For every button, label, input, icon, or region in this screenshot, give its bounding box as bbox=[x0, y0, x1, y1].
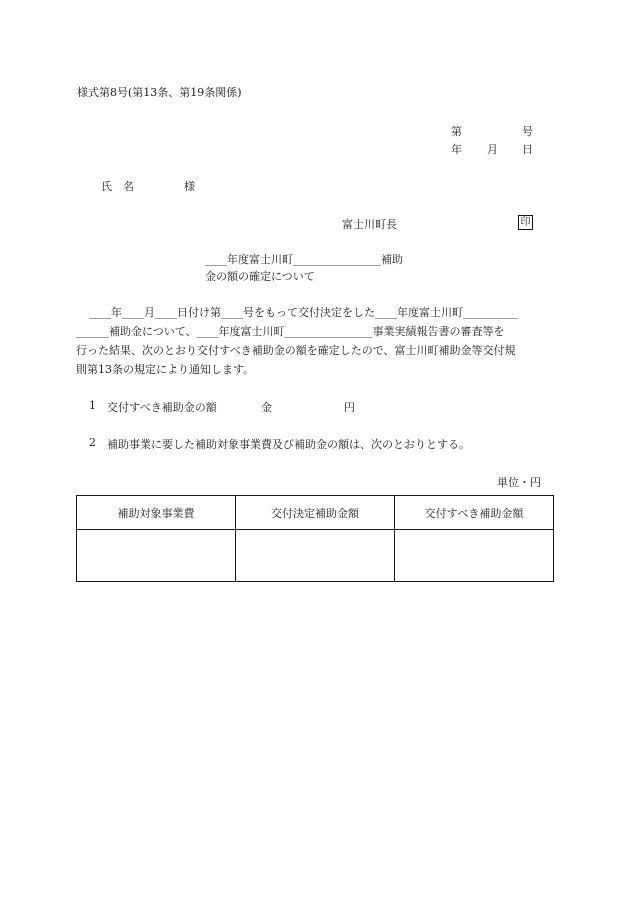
body-line-2: ______補助金について、____年度富士川町________________事業実績報告書の審査等を bbox=[76, 325, 505, 338]
header-decided-amount: 交付決定補助金額 bbox=[236, 496, 395, 530]
cell-payable-amount[interactable] bbox=[395, 530, 554, 582]
item-1-prefix: 金 bbox=[261, 401, 272, 414]
document-number-prefix: 第 bbox=[451, 125, 462, 138]
document-number-suffix: 号 bbox=[522, 125, 533, 138]
form-number: 様式第8号(第13条、第19条関係) bbox=[77, 86, 242, 99]
item-1-label: 交付すべき補助金の額 bbox=[107, 401, 217, 414]
date-year: 年 bbox=[451, 143, 462, 156]
header-payable-amount: 交付すべき補助金額 bbox=[395, 496, 554, 530]
header-eligible-cost: 補助対象事業費 bbox=[77, 496, 236, 530]
recipient-name-label: 氏 名 bbox=[101, 180, 134, 193]
item-1-number: 1 bbox=[89, 399, 96, 412]
seal-label: 印 bbox=[518, 215, 533, 230]
item-2-number: 2 bbox=[89, 436, 96, 449]
cell-decided-amount[interactable] bbox=[236, 530, 395, 582]
date-day: 日 bbox=[522, 143, 533, 156]
table-row bbox=[77, 530, 554, 582]
date-month: 月 bbox=[487, 143, 498, 156]
unit-label: 単位・円 bbox=[497, 476, 541, 489]
subject-line-2: 金の額の確定について bbox=[205, 270, 315, 283]
body-line-4: 則第13条の規定により通知します。 bbox=[76, 363, 255, 376]
issuer-title: 富士川町長 bbox=[342, 218, 397, 231]
item-1-unit: 円 bbox=[344, 401, 355, 414]
amount-table bbox=[76, 495, 554, 582]
table-header-row bbox=[77, 496, 554, 530]
recipient-honorific: 様 bbox=[184, 180, 195, 193]
item-2-text: 補助事業に要した補助対象事業費及び補助金の額は、次のとおりとする。 bbox=[107, 438, 470, 451]
subject-line-1: ____年度富士川町________________補助 bbox=[205, 253, 403, 266]
body-line-3: 行った結果、次のとおり交付すべき補助金の額を確定したので、富士川町補助金等交付規 bbox=[76, 344, 516, 357]
seal-mark bbox=[518, 215, 533, 230]
cell-eligible-cost[interactable] bbox=[77, 530, 236, 582]
body-line-1: ____年____月____日付け第____号をもって交付決定をした____年度富士川町__________ bbox=[89, 306, 518, 319]
